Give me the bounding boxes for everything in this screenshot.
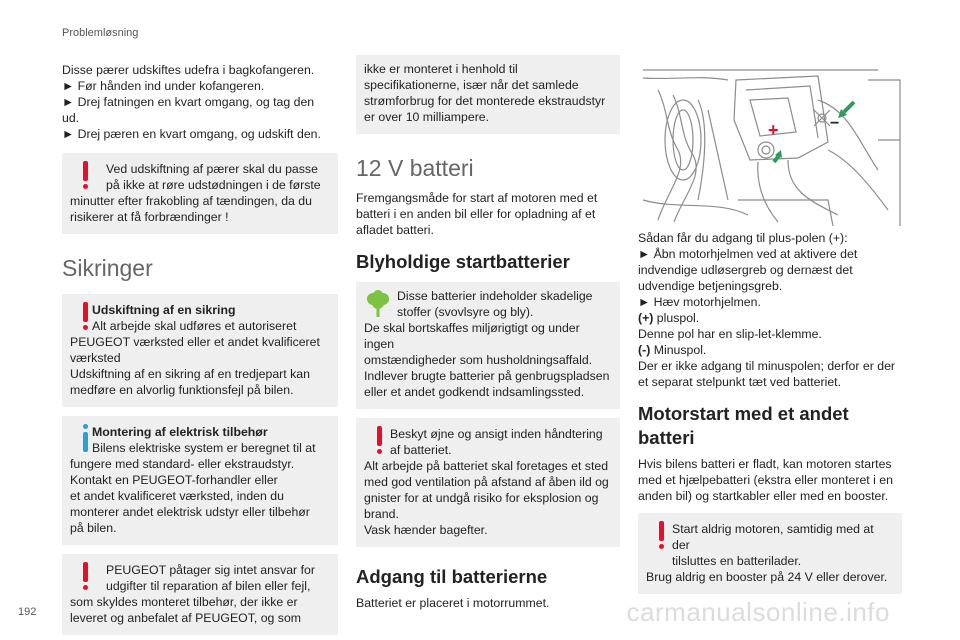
warning-icon: [656, 521, 666, 551]
column-3: [638, 50, 902, 594]
arrow-to-ground-icon: [844, 102, 854, 112]
watermark: carmanualsonline.info: [626, 597, 890, 627]
warning-box-battery: Beskyt øjne og ansigt inden håndtering af batteriet. Alt arbejde på batteriet skal foretages et sted med god ventilation på afstand af åben ild og gnister for at undgå risiko for eksplosion og brand. Vask hænder bagefter.: [356, 418, 620, 547]
negative-terminal-symbol: −: [830, 115, 840, 132]
warning-icon: [80, 302, 90, 332]
column-2: [356, 55, 620, 611]
column-1: [62, 62, 338, 635]
running-header: Problemløsning: [62, 27, 139, 39]
battery-location-text: Batteriet er placeret i motorrummet.: [356, 596, 550, 610]
warning-icon: [80, 562, 90, 592]
jump-start-text: Hvis bilens batteri er fladt, kan motoren startes med et hjælpebatteri (ekstra eller monteret i en anden bil) og startkabler eller med en booster.: [638, 457, 893, 503]
engine-battery-diagram: [638, 50, 902, 226]
subheading-lead-batteries: Blyholdige startbatterier: [356, 251, 570, 272]
warning-box-charger: Start aldrig motoren, samtidig med at der tilsluttes en batterilader. Brug aldrig en booster på 24 V eller derover.: [638, 513, 902, 594]
positive-terminal-access-text: Sådan får du adgang til plus-polen (+): ► Åbn motorhjelmen ved at aktivere det indvendige udløsergreb og dernæst det udvendige betjeningsgreb. ► Hæv motorhjelmen. (+) pluspol. Denne pol har en slip-let-klemme. (-) Minuspol. Der er ikke adgang til minuspolen; derfor er der et separat stelpunkt tæt ved batteriet.: [638, 231, 895, 389]
warning-box-liability: PEUGEOT påtager sig intet ansvar for udgifter til reparation af bilen eller fejl, som skyldes monteret tilbehør, der ikke er leveret og anbefalet af PEUGEOT, og som: [62, 554, 338, 635]
subheading-jump-start: Motorstart med et andet batteri: [638, 403, 849, 448]
warning-box-fuse: Udskiftning af en sikring Alt arbejde skal udføres et autoriseret PEUGEOT værksted eller et andet kvalificeret værksted Udskiftning af en sikring af en tredjepart kan medføre en alvorlig funktionsfejl på bilen.: [62, 294, 338, 407]
environment-tree-icon: [366, 290, 390, 318]
section-heading-fuses: Sikringer: [62, 255, 153, 281]
bulb-replacement-text: Disse pærer udskiftes udefra i bagkofangeren. ► Før hånden ind under kofangeren. ► Drej fatningen en kvart omgang, og tag den ud. ► Drej pæren en kvart omgang, og udskift den.: [62, 63, 321, 141]
subheading-battery-access: Adgang til batterierne: [356, 566, 548, 587]
battery-intro: Fremgangsmåde for start af motoren med et batteri i en anden bil eller for opladning af et afladet batteri.: [356, 191, 598, 237]
section-heading-battery: 12 V batteri: [356, 155, 474, 181]
positive-terminal-symbol: +: [768, 120, 779, 140]
warning-box-continued: ikke er monteret i henhold til specifikationerne, især når det samlede strømforbrug for det monterede ekstraudstyr er over 10 milliampere.: [356, 55, 620, 134]
page-number: 192: [18, 606, 37, 618]
info-icon: [80, 424, 90, 454]
warning-icon: [80, 161, 90, 191]
eco-box: Disse batterier indeholder skadelige stoffer (svovlsyre og bly). De skal bortskaffes miljørigtigt og under ingen omstændigheder som husholdningsaffald. Indlever brugte batterier på genbrugspladsen eller et andet godkendt indsamlingssted.: [356, 282, 620, 409]
warning-box-burns: Ved udskiftning af pærer skal du passe på ikke at røre udstødningen i de første minutter efter frakobling af tændingen, da du risikerer at få forbrændinger !: [62, 153, 338, 234]
warning-icon: [374, 426, 384, 456]
info-box-accessories: Montering af elektrisk tilbehør Bilens elektriske system er beregnet til at fungere med standard- eller ekstraudstyr. Kontakt en PEUGEOT-forhandler eller et andet kvalificeret værksted, inden du monterer andet elektrisk udstyr eller tilbehør på bilen.: [62, 416, 338, 545]
